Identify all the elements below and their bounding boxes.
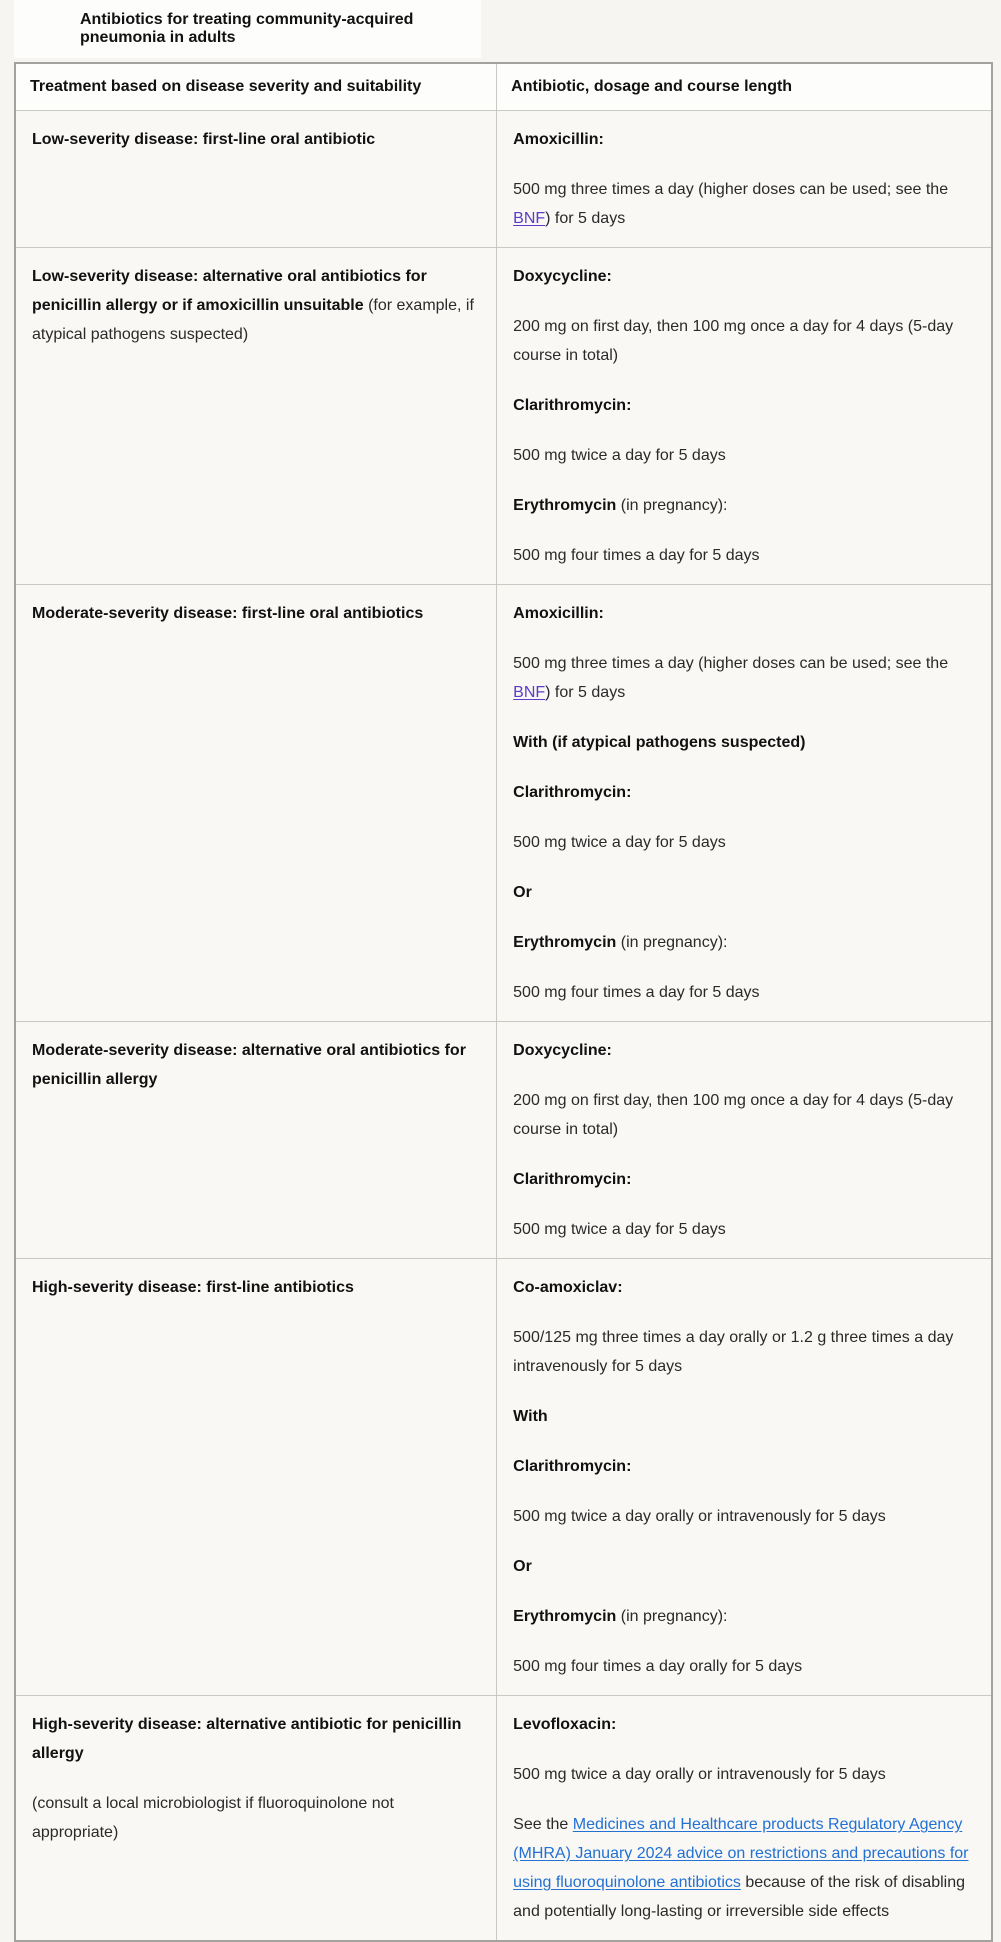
bold-text: Erythromycin <box>513 1608 617 1625</box>
bold-text: Or <box>513 1558 532 1575</box>
table-row <box>15 1696 992 1942</box>
bold-text: Moderate-severity disease: first-line oral antibiotics <box>32 605 424 622</box>
text: because of the risk of disabling and potentially long-lasting or irreversible side effects <box>513 1874 966 1920</box>
bold-text: Amoxicillin: <box>513 131 604 148</box>
text: 200 mg on first day, then 100 mg once a day for 4 days (5-day course in total) <box>513 1092 954 1138</box>
paragraph <box>513 978 975 1007</box>
text: (for example, if atypical pathogens suspected) <box>32 297 474 343</box>
bold-text: Clarithromycin: <box>513 397 632 414</box>
text: 500 mg four times a day orally for 5 days <box>513 1658 803 1675</box>
bold-text: Levofloxacin: <box>513 1716 617 1733</box>
paragraph <box>513 441 975 470</box>
paragraph <box>513 1652 975 1681</box>
paragraph <box>513 1552 975 1581</box>
text: 500 mg twice a day orally or intravenously for 5 days <box>513 1766 886 1783</box>
paragraph <box>513 1273 975 1302</box>
text: ) for 5 days <box>545 684 626 701</box>
paragraph <box>513 1602 975 1631</box>
antibiotics-table <box>14 62 993 1942</box>
table-row <box>15 111 992 248</box>
paragraph <box>32 262 480 349</box>
bold-text: Clarithromycin: <box>513 784 632 801</box>
paragraph <box>32 125 480 154</box>
paragraph <box>513 1215 975 1244</box>
bold-text: Amoxicillin: <box>513 605 604 622</box>
text: (in pregnancy): <box>616 1608 728 1625</box>
paragraph <box>32 1273 480 1302</box>
paragraph <box>32 599 480 628</box>
paragraph <box>32 1789 480 1847</box>
text: ) for 5 days <box>545 210 626 227</box>
bold-text: Clarithromycin: <box>513 1171 632 1188</box>
paragraph <box>32 1710 480 1768</box>
table-row <box>15 1022 992 1259</box>
bold-text: Doxycycline: <box>513 268 612 285</box>
paragraph <box>513 541 975 570</box>
paragraph <box>513 1710 975 1739</box>
paragraph <box>513 262 975 291</box>
bold-text: Moderate-severity disease: alternative oral antibiotics for penicillin allergy <box>32 1042 466 1088</box>
paragraph <box>513 778 975 807</box>
paragraph <box>513 1502 975 1531</box>
antibiotic-cell <box>497 111 992 248</box>
text: 500 mg three times a day (higher doses can be used; see the <box>513 655 949 672</box>
bold-text: With (if atypical pathogens suspected) <box>513 734 806 751</box>
paragraph <box>513 125 975 154</box>
paragraph <box>513 391 975 420</box>
treatment-cell <box>15 1022 497 1259</box>
paragraph <box>513 491 975 520</box>
paragraph <box>513 728 975 757</box>
bold-text: High-severity disease: first-line antibiotics <box>32 1279 354 1296</box>
text: See the <box>513 1816 573 1833</box>
text: 200 mg on first day, then 100 mg once a day for 4 days (5-day course in total) <box>513 318 954 364</box>
treatment-cell <box>15 1696 497 1942</box>
bnf-link[interactable]: BNF <box>513 210 546 227</box>
text: 500 mg twice a day for 5 days <box>513 1221 726 1238</box>
bold-text: High-severity disease: alternative antibiotic for penicillin allergy <box>32 1716 462 1762</box>
paragraph <box>513 1165 975 1194</box>
text: 500 mg twice a day for 5 days <box>513 447 726 464</box>
paragraph <box>513 649 975 707</box>
text: (consult a local microbiologist if fluoroquinolone not appropriate) <box>32 1795 394 1841</box>
antibiotic-cell <box>497 248 992 585</box>
table-row <box>15 1259 992 1696</box>
bold-text: Low-severity disease: first-line oral antibiotic <box>32 131 376 148</box>
header-treatment: Treatment based on disease severity and suitability <box>15 63 497 111</box>
paragraph <box>513 1810 975 1926</box>
table-body <box>15 111 992 1942</box>
bold-text: With <box>513 1408 548 1425</box>
header-antibiotic: Antibiotic, dosage and course length <box>497 63 992 111</box>
bold-text: Erythromycin <box>513 934 617 951</box>
paragraph <box>513 928 975 957</box>
antibiotic-cell <box>497 1259 992 1696</box>
text: 500 mg four times a day for 5 days <box>513 984 760 1001</box>
text: (in pregnancy): <box>616 497 728 514</box>
header-row <box>15 63 992 111</box>
treatment-cell <box>15 1259 497 1696</box>
paragraph <box>513 828 975 857</box>
bold-text: Or <box>513 884 532 901</box>
bold-text: Clarithromycin: <box>513 1458 632 1475</box>
treatment-cell <box>15 111 497 248</box>
antibiotic-cell <box>497 1696 992 1942</box>
paragraph <box>513 312 975 370</box>
paragraph <box>513 1452 975 1481</box>
text: 500/125 mg three times a day orally or 1.2 g three times a day intravenously for 5 days <box>513 1329 954 1375</box>
bold-text: Doxycycline: <box>513 1042 612 1059</box>
paragraph <box>513 1086 975 1144</box>
paragraph <box>513 1323 975 1381</box>
bold-text: Erythromycin <box>513 497 617 514</box>
text: 500 mg twice a day orally or intravenously for 5 days <box>513 1508 886 1525</box>
paragraph <box>32 1036 480 1094</box>
treatment-cell <box>15 248 497 585</box>
bold-text: Low-severity disease: alternative oral antibiotics for penicillin allergy or if amoxicillin unsuitable <box>32 268 427 314</box>
paragraph <box>513 1402 975 1431</box>
paragraph <box>513 1036 975 1065</box>
bold-text: Co-amoxiclav: <box>513 1279 623 1296</box>
antibiotic-cell <box>497 1022 992 1259</box>
paragraph <box>513 878 975 907</box>
paragraph <box>513 175 975 233</box>
table-row <box>15 248 992 585</box>
text: 500 mg three times a day (higher doses can be used; see the <box>513 181 949 198</box>
paragraph <box>513 1760 975 1789</box>
table-row <box>15 585 992 1022</box>
treatment-cell <box>15 585 497 1022</box>
paragraph <box>513 599 975 628</box>
mhra-link[interactable]: Medicines and Healthcare products Regulatory Agency (MHRA) January 2024 advice on restrictions and precautions for using fluoroquinolone antibiotics <box>513 1816 969 1891</box>
table-header <box>15 63 992 111</box>
text: 500 mg four times a day for 5 days <box>513 547 760 564</box>
text: (in pregnancy): <box>616 934 728 951</box>
bnf-link[interactable]: BNF <box>513 684 546 701</box>
table-caption: Antibiotics for treating community-acquired pneumonia in adults <box>14 0 481 58</box>
text: 500 mg twice a day for 5 days <box>513 834 726 851</box>
antibiotic-cell <box>497 585 992 1022</box>
